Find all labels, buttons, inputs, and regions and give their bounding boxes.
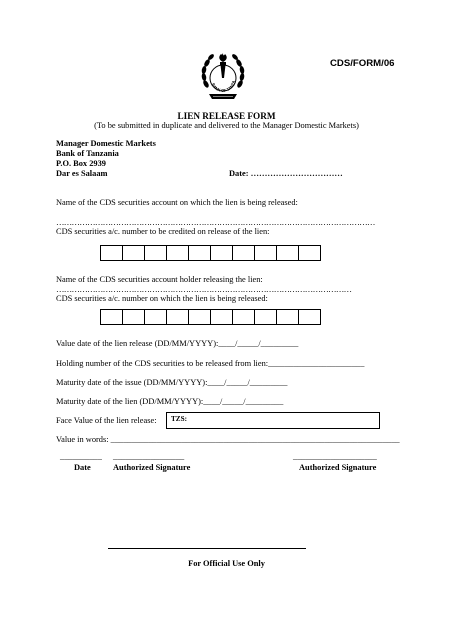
authorized-signature-label-1: Authorized Signature xyxy=(113,463,191,472)
account-digit-box[interactable] xyxy=(100,245,123,261)
address-line-2: Bank of Tanzania xyxy=(56,149,119,158)
release-account-boxes[interactable] xyxy=(100,309,320,325)
holding-number-field[interactable]: Holding number of the CDS securities to be released from lien:_______________________ xyxy=(56,359,365,368)
account-digit-box[interactable] xyxy=(298,309,321,325)
account-digit-box[interactable] xyxy=(100,309,123,325)
account-digit-box[interactable] xyxy=(276,245,299,261)
account-digit-box[interactable] xyxy=(166,309,189,325)
holder-name-label: Name of the CDS securities account holder releasing the lien: xyxy=(56,275,263,284)
release-account-label: CDS securities a/c. number on which the lien is being released: xyxy=(56,294,268,303)
address-line-4: Dar es Salaam xyxy=(56,169,108,178)
face-value-label: Face Value of the lien release: xyxy=(56,416,157,425)
account-digit-box[interactable] xyxy=(188,245,211,261)
account-digit-box[interactable] xyxy=(232,245,255,261)
account-digit-box[interactable] xyxy=(254,245,277,261)
maturity-lien-field[interactable]: Maturity date of the lien (DD/MM/YYYY):____/_____/_________ xyxy=(56,397,284,406)
address-line-1: Manager Domestic Markets xyxy=(56,139,156,148)
account-digit-box[interactable] xyxy=(122,245,145,261)
account-digit-box[interactable] xyxy=(166,245,189,261)
official-use-label: For Official Use Only xyxy=(188,559,265,568)
form-code: CDS/FORM/06 xyxy=(330,58,395,69)
account-name-dots[interactable]: …………………………………………………………………………………………………………… xyxy=(56,218,375,227)
value-date-field[interactable]: Value date of the lien release (DD/MM/YYYY):____/_____/_________ xyxy=(56,339,299,348)
account-digit-box[interactable] xyxy=(298,245,321,261)
account-digit-box[interactable] xyxy=(210,245,233,261)
account-digit-box[interactable] xyxy=(210,309,233,325)
account-digit-box[interactable] xyxy=(144,309,167,325)
bank-of-tanzania-emblem xyxy=(197,48,249,106)
face-value-input[interactable] xyxy=(166,412,380,429)
official-use-line xyxy=(108,548,306,549)
account-digit-box[interactable] xyxy=(232,309,255,325)
date-label: Date xyxy=(74,463,91,472)
currency-label: TZS: xyxy=(171,415,187,423)
maturity-issue-field[interactable]: Maturity date of the issue (DD/MM/YYYY):____/_____/_________ xyxy=(56,378,288,387)
authorized-signature-line-2[interactable]: ____________________ xyxy=(293,452,377,461)
authorized-signature-line-1[interactable]: _________________ xyxy=(113,452,185,461)
laurel-left-icon xyxy=(201,53,215,89)
credit-account-label: CDS securities a/c. number to be credited on release of the lien: xyxy=(56,227,270,236)
date-signature-line[interactable]: __________ xyxy=(60,452,102,461)
account-digit-box[interactable] xyxy=(122,309,145,325)
authorized-signature-label-2: Authorized Signature xyxy=(299,463,377,472)
date-field[interactable]: Date: …………………………… xyxy=(229,169,343,178)
address-line-3: P.O. Box 2939 xyxy=(56,159,106,168)
account-digit-box[interactable] xyxy=(254,309,277,325)
svg-text:BANK OF TANZANIA: BANK OF TANZA xyxy=(210,80,237,94)
account-digit-box[interactable] xyxy=(276,309,299,325)
form-subtitle: (To be submitted in duplicate and delivered to the Manager Domestic Markets) xyxy=(94,121,359,130)
account-digit-box[interactable] xyxy=(188,309,211,325)
credit-account-boxes[interactable] xyxy=(100,245,320,261)
form-title: LIEN RELEASE FORM xyxy=(177,111,276,121)
account-digit-box[interactable] xyxy=(144,245,167,261)
holder-name-dots[interactable]: …………………………………………………………………………………………………… xyxy=(56,285,352,294)
account-name-label: Name of the CDS securities account on which the lien is being released: xyxy=(56,198,298,207)
value-in-words-field[interactable]: Value in words: _____________________________________________________________________ xyxy=(56,435,400,444)
